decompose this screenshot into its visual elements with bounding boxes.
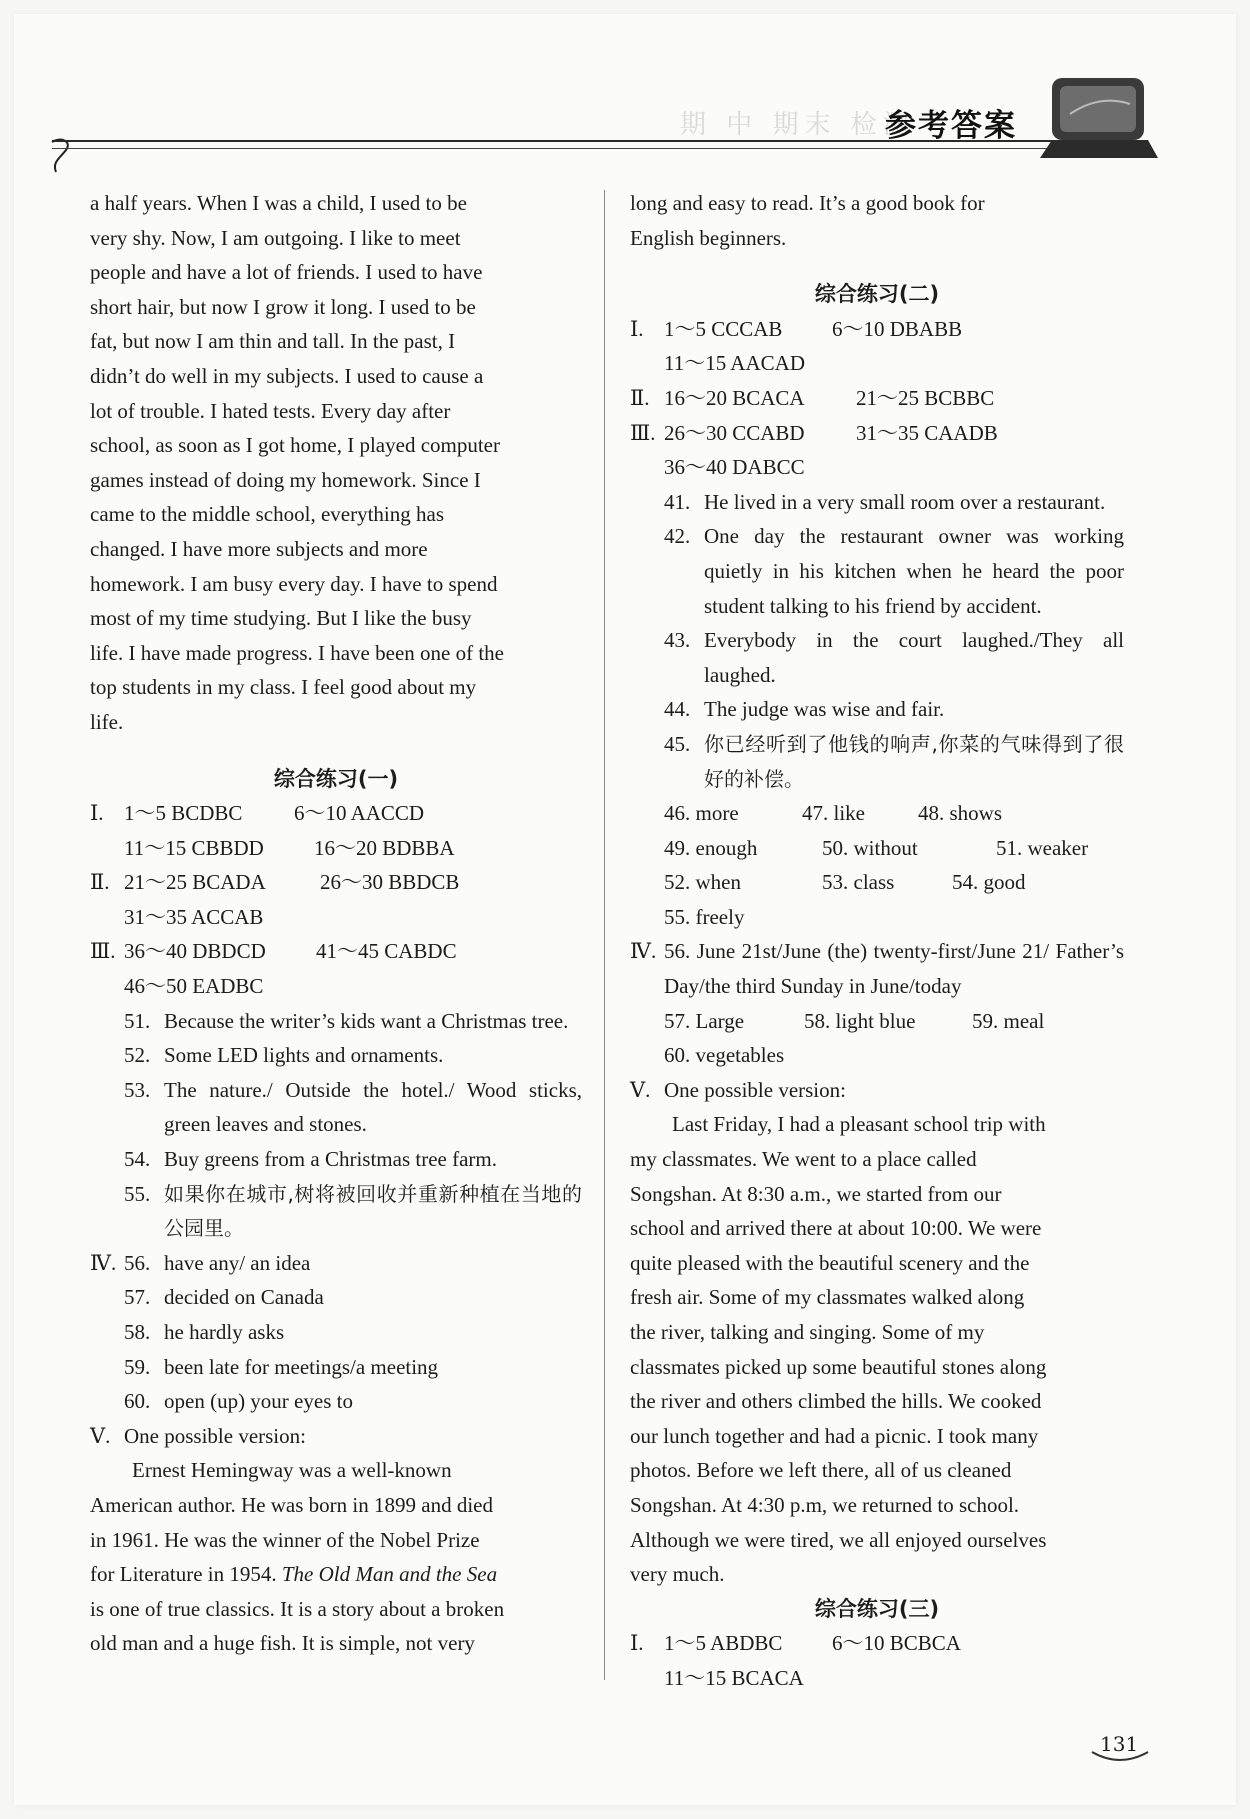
item-text: he hardly asks (164, 1320, 285, 1344)
essay-line: school, as soon as I got home, I played computer (90, 433, 500, 458)
essay-line: American author. He was born in 1899 and died (90, 1492, 493, 1517)
item-number: 45. (664, 731, 691, 756)
answer-item (90, 1177, 582, 1246)
answer-group: 21～25 BCBBC (856, 385, 995, 410)
page-number: 131 (1100, 1732, 1139, 1756)
essay-line: school and arrived there at about 10:00. We were (630, 1216, 1042, 1241)
fill-row (630, 1038, 1124, 1073)
essay-line: Although we were tired, we all enjoyed ourselves (630, 1527, 1047, 1552)
fill-answer: 49. enough (664, 835, 758, 860)
page-title: 参考答案 (885, 108, 1017, 144)
answer-row (630, 1661, 1124, 1696)
roman-numeral: Ⅳ. (90, 1250, 117, 1275)
essay-line: games instead of doing my homework. Since I (90, 467, 481, 492)
essay-line: is one of true classics. It is a story about a broken (90, 1596, 505, 1621)
essay-line: our lunch together and had a picnic. I took many (630, 1423, 1039, 1448)
answer-item (90, 1315, 582, 1350)
answer-item (630, 692, 1124, 727)
answer-row (90, 969, 582, 1004)
model-essay (90, 1453, 582, 1661)
section-heading: 综合练习(一) (273, 766, 399, 791)
fill-answer: 47. like (802, 801, 865, 826)
essay-line: Songshan. At 8:30 a.m., we started from our (630, 1181, 1002, 1206)
fill-answer: 50. without (822, 835, 918, 860)
version-label: One possible version: (124, 1423, 306, 1448)
fill-row (630, 1004, 1124, 1039)
item-text: Buy greens from a Christmas tree farm. (164, 1147, 497, 1172)
answer-item (90, 1038, 582, 1073)
answer-item (630, 485, 1124, 520)
item-number: 44. (664, 697, 691, 722)
answer-group: 6～10 AACCD (294, 801, 425, 826)
answer-row (90, 1419, 582, 1454)
answer-group: 6～10 BCBCA (832, 1631, 961, 1656)
essay-text (90, 186, 582, 740)
item-number: 54. (124, 1147, 151, 1172)
left-column (90, 186, 582, 1661)
essay-line: Songshan. At 4:30 p.m, we returned to school. (630, 1492, 1020, 1517)
answer-group: 26～30 BBDCB (320, 870, 460, 895)
answer-group: 16～20 BDBBA (314, 835, 455, 860)
essay-line: life. I have made progress. I have been one of the (90, 640, 504, 665)
answer-group: 36～40 DABCC (664, 455, 805, 480)
essay-line: most of my time studying. But I like the busy (90, 606, 472, 631)
fill-answer: 59. meal (972, 1008, 1045, 1033)
item-text: Everybody in the court laughed./They all laughed. (704, 628, 1124, 687)
item-number: 43. (664, 628, 691, 653)
roman-numeral: Ⅰ. (630, 316, 644, 341)
answer-group: 11～15 BCACA (664, 1665, 804, 1690)
answer-row (90, 865, 582, 900)
roman-numeral: Ⅴ. (90, 1423, 111, 1448)
answer-group: 1～5 ABDBC (664, 1631, 783, 1656)
fill-row (630, 796, 1124, 831)
essay-line: didn’t do well in my subjects. I used to cause a (90, 363, 484, 388)
essay-fragment: for Literature in 1954. (90, 1562, 277, 1587)
column-divider (604, 190, 605, 1680)
fill-answer: 60. vegetables (664, 1043, 785, 1068)
answer-group: 11～15 CBBDD (124, 835, 264, 860)
answer-item (90, 1350, 582, 1385)
item-text: Some LED lights and ornaments. (164, 1043, 444, 1068)
item-number: 60. (124, 1389, 151, 1414)
item-number: 42. (664, 524, 691, 549)
essay-line: fresh air. Some of my classmates walked along (630, 1285, 1025, 1310)
fill-answer: 55. freely (664, 904, 745, 929)
header-rule-thin (52, 148, 1137, 149)
fill-answer: 53. class (822, 870, 895, 895)
essay-line: very shy. Now, I am outgoing. I like to meet (90, 225, 461, 250)
fill-row (630, 831, 1124, 866)
item-text: have any/ an idea (164, 1250, 311, 1275)
answer-row (630, 381, 1124, 416)
version-label: One possible version: (664, 1077, 846, 1102)
item-number: 59. (124, 1354, 151, 1379)
item-text: decided on Canada (164, 1285, 324, 1310)
answer-item (630, 519, 1124, 623)
answer-group: 1～5 CCCAB (664, 316, 783, 341)
roman-numeral: Ⅰ. (630, 1631, 644, 1656)
essay-line: Ernest Hemingway was a well-known (132, 1458, 452, 1483)
item-text: been late for meetings/a meeting (164, 1354, 439, 1379)
item-number: 58. (124, 1320, 151, 1344)
essay-line: the river, talking and singing. Some of my (630, 1320, 985, 1344)
essay-line: life. (90, 709, 124, 734)
header-curl-ornament (48, 132, 82, 176)
answer-row (630, 346, 1124, 381)
roman-numeral: Ⅰ. (90, 801, 104, 826)
section-heading: 综合练习(二) (814, 282, 940, 307)
answer-row (90, 796, 582, 831)
essay-line: the river and others climbed the hills. We cooked (630, 1389, 1042, 1414)
essay-line: quite pleased with the beautiful scenery and the (630, 1250, 1030, 1275)
essay-line: changed. I have more subjects and more (90, 536, 428, 561)
item-number: 52. (124, 1043, 151, 1068)
essay-line: homework. I am busy every day. I have to spend (90, 571, 498, 596)
answer-item (90, 1073, 582, 1142)
answer-row (630, 450, 1124, 485)
essay-line: old man and a huge fish. It is simple, not very (90, 1631, 475, 1656)
item-text: Because the writer’s kids want a Christmas tree. (164, 1008, 569, 1033)
fill-answer: 51. weaker (996, 835, 1089, 860)
essay-line (90, 1557, 582, 1592)
fill-answer: 48. shows (918, 801, 1003, 826)
right-column (630, 186, 1124, 1696)
fill-answer: 58. light blue (804, 1008, 916, 1033)
item-number: 57. (124, 1285, 151, 1310)
answer-group: 1～5 BCDBC (124, 801, 243, 826)
answer-group: 46～50 EADBC (124, 974, 264, 999)
answer-item (90, 1004, 582, 1039)
fill-answer: 57. Large (664, 1008, 745, 1033)
essay-line: long and easy to read. It’s a good book for (630, 191, 985, 215)
model-essay (630, 1107, 1124, 1591)
answer-item (90, 1142, 582, 1177)
item-number: 51. (124, 1008, 151, 1033)
roman-numeral: Ⅴ. (630, 1077, 651, 1102)
essay-line: a half years. When I was a child, I used to be (90, 191, 467, 215)
roman-numeral: Ⅲ. (630, 420, 656, 445)
page-number-ornament (1090, 1748, 1150, 1766)
essay-line: my classmates. We went to a place called (630, 1147, 977, 1172)
item-number: 56. (124, 1250, 151, 1275)
answer-group: 11～15 AACAD (664, 351, 805, 376)
answer-row (630, 312, 1124, 347)
answer-group: 31～35 ACCAB (124, 904, 264, 929)
essay-line: fat, but now I am thin and tall. In the past, I (90, 329, 456, 354)
essay-line: lot of trouble. I hated tests. Every day after (90, 398, 451, 423)
item-text: The nature./ Outside the hotel./ Wood sticks, green leaves and stones. (164, 1077, 582, 1137)
item-text: 56. June 21st/June (the) twenty-first/June 21/ Father’s Day/the third Sunday in June/today (664, 939, 1124, 999)
essay-line: classmates picked up some beautiful stones along (630, 1354, 1047, 1379)
answer-group: 26～30 CCABD (664, 420, 805, 445)
answer-item (90, 1280, 582, 1315)
essay-line: people and have a lot of friends. I used to have (90, 260, 483, 285)
item-text: open (up) your eyes to (164, 1389, 353, 1414)
answer-group: 16～20 BCACA (664, 385, 805, 410)
fill-row (630, 865, 1124, 900)
answer-row (630, 416, 1124, 451)
roman-numeral: Ⅲ. (90, 939, 116, 964)
item-number: 55. (124, 1181, 151, 1206)
fill-answer: 52. when (664, 870, 741, 895)
fill-row (630, 900, 1124, 935)
item-text: He lived in a very small room over a restaurant. (704, 489, 1106, 514)
answer-item (630, 727, 1124, 796)
answer-row (90, 831, 582, 866)
answer-item (90, 1384, 582, 1419)
essay-line: top students in my class. I feel good about my (90, 675, 477, 700)
essay-line: in 1961. He was the winner of the Nobel Prize (90, 1527, 480, 1552)
item-number: 41. (664, 489, 691, 514)
item-number: 53. (124, 1077, 151, 1102)
answer-group: 6～10 DBABB (832, 316, 963, 341)
answer-item (90, 1246, 582, 1281)
essay-line: very much. (630, 1562, 725, 1587)
roman-numeral: Ⅱ. (90, 870, 110, 895)
answer-group: 36～40 DBDCD (124, 939, 266, 964)
answer-row (90, 934, 582, 969)
laptop-icon (1040, 74, 1160, 164)
essay-line: came to the middle school, everything has (90, 502, 444, 527)
fill-answer: 54. good (952, 870, 1026, 895)
answer-item (630, 623, 1124, 692)
essay-line: short hair, but now I grow it long. I used to be (90, 294, 476, 319)
answer-group: 21～25 BCADA (124, 870, 266, 895)
answer-group: 31～35 CAADB (856, 420, 998, 445)
essay-line: English beginners. (630, 225, 787, 250)
answer-item (630, 934, 1124, 1003)
essay-line: Last Friday, I had a pleasant school trip with (672, 1112, 1046, 1137)
section-heading: 综合练习(三) (814, 1596, 940, 1621)
item-text: 如果你在城市,树将被回收并重新种植在当地的公园里。 (164, 1181, 582, 1241)
item-text: The judge was wise and fair. (704, 697, 945, 722)
header-faded-text: 期 中 期末 检测 (680, 110, 915, 140)
answer-group: 41～45 CABDC (316, 939, 457, 964)
essay-continuation (630, 186, 1124, 255)
essay-line: photos. Before we left there, all of us cleaned (630, 1458, 1012, 1483)
item-text: One day the restaurant owner was working quietly in his kitchen when he heard the poor student talking to his friend by accident. (704, 524, 1124, 618)
fill-answer: 46. more (664, 801, 739, 826)
answer-row (630, 1073, 1124, 1108)
book-title: The Old Man and the Sea (281, 1562, 498, 1587)
answer-row (630, 1626, 1124, 1661)
answer-row (90, 900, 582, 935)
item-text: 你已经听到了他钱的响声,你菜的气味得到了很好的补偿。 (704, 731, 1124, 791)
roman-numeral: Ⅳ. (630, 939, 657, 964)
roman-numeral: Ⅱ. (630, 385, 650, 410)
